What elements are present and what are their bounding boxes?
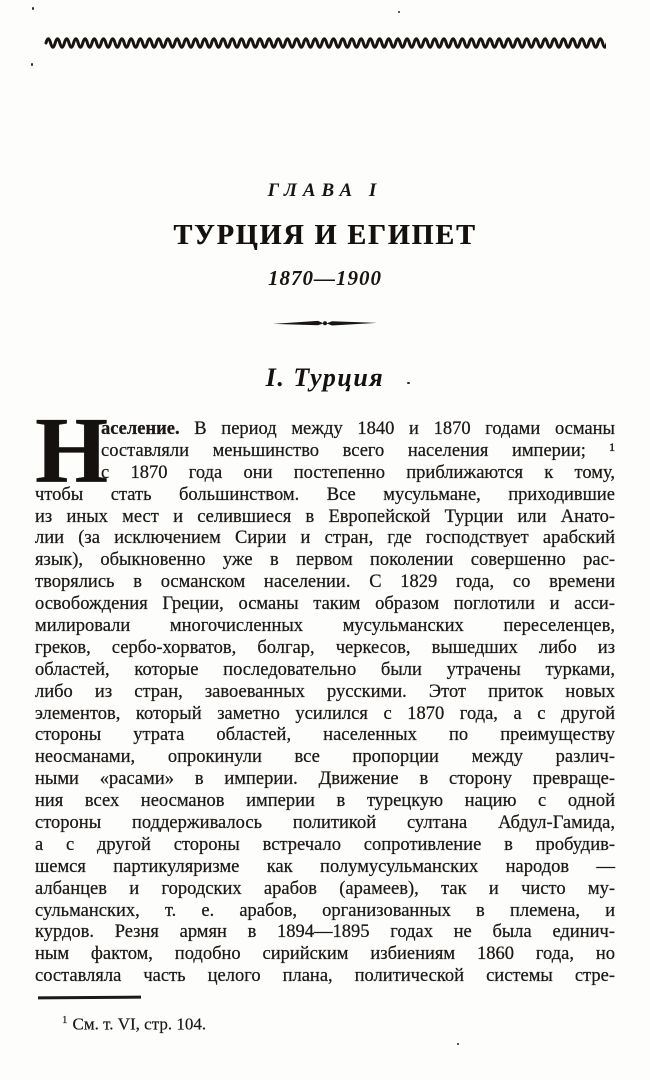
text-line: греков, сербо-хорватов, болгар, черкесов, вышедших либо из <box>35 637 615 658</box>
text-line: областей, которые последовательно были утрачены турками, <box>35 659 615 680</box>
footnote <box>35 1009 642 1036</box>
text-line: а с другой стороны встречало сопротивление в пробудив- <box>35 834 615 855</box>
spindle-rule-icon <box>273 319 377 328</box>
text-line: составляли меньшинство всего населения империи; ¹ <box>101 440 615 461</box>
text-line: либо из стран, завоеванных русскими. Этот приток новых <box>35 681 615 702</box>
text-line: чтобы стать большинством. Все мусульмане, приходившие <box>35 484 615 505</box>
text-line: составляла часть целого плана, политической системы стре- <box>35 966 615 987</box>
text-line: освобождения Греции, османы таким образом поглотили и асси- <box>35 594 615 615</box>
main-paragraph <box>35 399 615 988</box>
text-line: сульманских, т. е. арабов, организованных в племена, и <box>35 900 615 921</box>
text-line: ными «расами» в империи. Движение в сторону превраще- <box>35 769 615 790</box>
text-line: с 1870 года они постепенно приближаются к тому, <box>101 462 615 483</box>
print-speck <box>31 63 33 66</box>
text-line: язык), обыкновенно уже в первом поколении совершенно рас- <box>35 550 615 571</box>
drop-cap-letter: Н <box>35 399 107 503</box>
section-divider <box>0 319 650 329</box>
footnote-rule <box>38 996 141 999</box>
lead-word: аселение. <box>101 419 180 439</box>
footnote-text: См. т. VI, стр. 104. <box>72 1014 207 1034</box>
text-line: ния всех неосманов империи в турецкую нацию с одной <box>35 791 615 812</box>
text-line: творялись в османском населении. С 1829 года, со времени <box>35 572 615 593</box>
section-heading: I. Турция <box>265 363 385 392</box>
paragraph-rest <box>35 485 615 988</box>
text-line: из иных мест и селившиеся в Европейской Турции или Анато- <box>35 506 615 527</box>
text-line: ным фактом, подобно сирийским избиениям 1860 года, но <box>35 944 615 965</box>
text-line: курдов. Резня армян в 1894—1895 годах не была единич- <box>35 922 615 943</box>
first-lines <box>101 419 615 485</box>
years-subtitle: 1870—1900 <box>268 266 382 290</box>
wavy-rule-path <box>46 39 606 48</box>
print-speck <box>457 1043 459 1045</box>
text-line: стороны утрата областей, населенных по преимуществу <box>35 725 615 746</box>
print-speck <box>32 7 34 10</box>
text-line: лии (за исключением Сирии и стран, где господствует арабский <box>35 528 615 549</box>
text-line-first <box>101 419 615 441</box>
wavy-rule-icon <box>44 35 606 51</box>
lead-rest: В период между 1840 и 1870 годами османы <box>179 419 615 439</box>
text-line: албанцев и городских арабов (арамеев), так и чисто му- <box>35 878 615 899</box>
text-line: шемся партикуляризме как полумусульманских народов — <box>35 856 615 877</box>
footnote-marker: 1 <box>62 1014 68 1026</box>
text-line: милировали многочисленных мусульманских переселенцев, <box>35 616 615 637</box>
page-title: ТУРЦИЯ И ЕГИПЕТ <box>173 220 477 251</box>
print-speck <box>398 11 400 13</box>
text-line: стороны поддерживалось политикой султана Абдул-Гамида, <box>35 813 615 834</box>
text-line: элементов, который заметно усилился с 1870 года, а с другой <box>35 703 615 724</box>
text-line: неосманами, опрокинули все пропорции между различ- <box>35 747 615 768</box>
chapter-label: ГЛАВА I <box>267 180 383 201</box>
